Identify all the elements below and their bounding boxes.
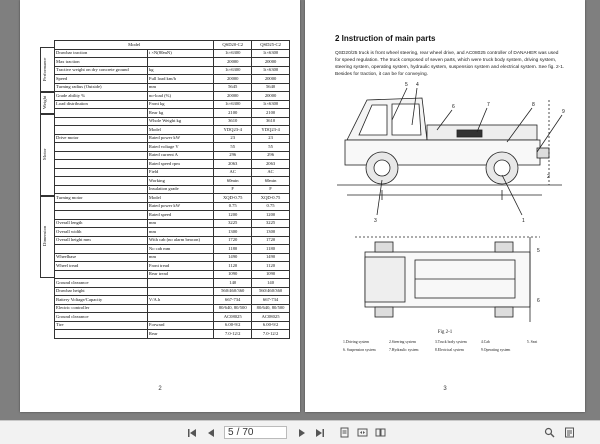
table-row bbox=[55, 321, 290, 330]
table-row bbox=[55, 117, 290, 126]
callout-1: 1 bbox=[522, 218, 525, 224]
legend-item: 7.Hydraulic system bbox=[388, 348, 419, 352]
row-label: Overall length bbox=[55, 219, 148, 228]
row-label: Load distribution bbox=[55, 100, 148, 109]
row-sublabel: mm bbox=[147, 253, 213, 262]
row-value-1: 80/640, 80/500 bbox=[214, 304, 252, 313]
row-sublabel: Rear tread bbox=[147, 270, 213, 279]
row-sublabel: mm bbox=[147, 83, 213, 92]
row-value-1: AC08025 bbox=[214, 313, 252, 322]
table-row bbox=[55, 126, 290, 135]
row-sublabel: V/A.h bbox=[147, 296, 213, 305]
row-value-2: 1t×6300 bbox=[252, 66, 290, 75]
table-row bbox=[55, 66, 290, 75]
table-row bbox=[55, 49, 290, 58]
row-sublabel: Rear bbox=[147, 330, 213, 339]
row-value-2: 1300 bbox=[252, 228, 290, 237]
row-label: Grade ability % bbox=[55, 92, 148, 101]
table-row bbox=[55, 270, 290, 279]
row-value-2: 7.0-12/2 bbox=[252, 330, 290, 339]
row-sublabel: No cab mm bbox=[147, 245, 213, 254]
table-row bbox=[55, 202, 290, 211]
legend-item: 3.Truck body system bbox=[434, 340, 467, 344]
table-row bbox=[55, 194, 290, 203]
row-value-2: 20000 bbox=[252, 92, 290, 101]
left-page bbox=[20, 0, 300, 412]
row-value-2: 0.75 bbox=[252, 202, 290, 211]
row-value-1: 560/460/360 bbox=[214, 287, 252, 296]
row-value-1: 20000 bbox=[214, 75, 252, 84]
total-pages-value: 70 bbox=[242, 427, 254, 438]
table-row bbox=[55, 279, 290, 288]
row-value-2: 140 bbox=[252, 279, 290, 288]
table-row bbox=[55, 100, 290, 109]
table-row bbox=[55, 134, 290, 143]
row-label bbox=[55, 117, 148, 126]
row-label bbox=[55, 211, 148, 220]
row-label bbox=[55, 202, 148, 211]
row-label: Ground clearance bbox=[55, 279, 148, 288]
row-sublabel: mm bbox=[147, 228, 213, 237]
intro-paragraph: QSD20/25 truck is front wheel steering, rear wheel drive, and AC08025 controller of DANAHER was used for speed regulation. The truck composed of seven parts, which were truck body system, driving system, steering system, operating system, hydraulic system, suspension system and electrical system. See fig. 2-1. Besides for traction, it can be for conveying. bbox=[335, 51, 565, 77]
row-sublabel: t ×N(80mN) bbox=[147, 49, 213, 58]
fit-width-button[interactable] bbox=[355, 425, 369, 440]
row-sublabel: Rated power kW bbox=[147, 134, 213, 143]
row-value-1: 3225 bbox=[214, 219, 252, 228]
table-row bbox=[55, 109, 290, 118]
row-sublabel bbox=[147, 304, 213, 313]
figure-caption: Fig 2-1 bbox=[437, 330, 453, 335]
last-page-button[interactable] bbox=[313, 425, 327, 440]
row-value-2: 60min bbox=[252, 177, 290, 186]
row-sublabel: Front tread bbox=[147, 262, 213, 271]
zoom-button[interactable] bbox=[542, 425, 556, 440]
group-label-performance: Performance bbox=[42, 57, 47, 81]
callout-9: 9 bbox=[562, 109, 565, 115]
row-label bbox=[55, 126, 148, 135]
row-sublabel: Whole Weight kg bbox=[147, 117, 213, 126]
header-model-2: QSD25-C2 bbox=[252, 41, 290, 50]
fit-page-icon bbox=[339, 427, 350, 438]
row-label: Tractive weight on dry concrete ground bbox=[55, 66, 148, 75]
row-value-2: AC bbox=[252, 168, 290, 177]
viewer-toolbar bbox=[0, 420, 600, 444]
row-sublabel: Working bbox=[147, 177, 213, 186]
row-label: Drawbar traction bbox=[55, 49, 148, 58]
callout-6: 6 bbox=[452, 104, 455, 110]
table-row bbox=[55, 330, 290, 339]
legend-item: 8.Electrical system bbox=[434, 348, 464, 352]
truck-top-view-drawing bbox=[355, 232, 545, 327]
row-label: Speed bbox=[55, 75, 148, 84]
row-label bbox=[55, 109, 148, 118]
row-value-2: 1720 bbox=[252, 236, 290, 245]
row-value-1: 1180 bbox=[214, 245, 252, 254]
first-page-button[interactable] bbox=[185, 425, 199, 440]
row-value-2: 5640 bbox=[252, 83, 290, 92]
row-value-1: 667-734 bbox=[214, 296, 252, 305]
table-row bbox=[55, 313, 290, 322]
row-label bbox=[55, 177, 148, 186]
table-row bbox=[55, 177, 290, 186]
row-value-1: 7.0-12/2 bbox=[214, 330, 252, 339]
row-sublabel: With cab (no alarm beacon) bbox=[147, 236, 213, 245]
row-sublabel: Rated speed rpm bbox=[147, 160, 213, 169]
row-value-2: XQD-0.75 bbox=[252, 194, 290, 203]
row-label: Electric controller bbox=[55, 304, 148, 313]
row-value-1: 1490 bbox=[214, 253, 252, 262]
right-page bbox=[305, 0, 585, 412]
row-value-2: 20000 bbox=[252, 75, 290, 84]
group-label-motor: Motor bbox=[42, 148, 47, 160]
bookmark-button[interactable] bbox=[562, 425, 576, 440]
header-model: Model bbox=[55, 41, 214, 50]
row-label: Battery Voltage/Capacity bbox=[55, 296, 148, 305]
row-value-1: 1090 bbox=[214, 270, 252, 279]
row-value-2: 3225 bbox=[252, 219, 290, 228]
table-row bbox=[55, 262, 290, 271]
row-value-1: 23 bbox=[214, 134, 252, 143]
row-label bbox=[55, 143, 148, 152]
callout-3: 3 bbox=[374, 218, 377, 224]
row-value-2: 20000 bbox=[252, 58, 290, 67]
group-label-dimension: Dimension bbox=[42, 225, 47, 247]
row-value-2: 2063 bbox=[252, 160, 290, 169]
row-label: Drawbar height bbox=[55, 287, 148, 296]
legend-item: 2.Steering system bbox=[388, 340, 416, 344]
page-number-input[interactable] bbox=[224, 426, 287, 439]
row-sublabel: Rated voltage V bbox=[147, 143, 213, 152]
row-sublabel: mm bbox=[147, 219, 213, 228]
row-value-1: 6.00-9/2 bbox=[214, 321, 252, 330]
callout-5-top: 5 bbox=[537, 248, 540, 254]
legend-item: 5. Seat bbox=[526, 340, 538, 344]
group-label-weight: Weight bbox=[42, 95, 47, 109]
table-row bbox=[55, 143, 290, 152]
row-value-2: 1180 bbox=[252, 245, 290, 254]
table-row bbox=[55, 75, 290, 84]
row-value-1: 20000 bbox=[214, 92, 252, 101]
row-sublabel bbox=[147, 287, 213, 296]
row-value-2: 1t×6300 bbox=[252, 100, 290, 109]
table-row bbox=[55, 83, 290, 92]
figure-legend bbox=[343, 340, 573, 356]
page-separator: / bbox=[236, 427, 240, 438]
row-value-2: 1120 bbox=[252, 262, 290, 271]
page-number-left: 2 bbox=[158, 386, 162, 392]
table-row bbox=[55, 287, 290, 296]
callout-5: 5 bbox=[405, 82, 408, 88]
row-sublabel: Rated power kW bbox=[147, 202, 213, 211]
row-value-1: AC bbox=[214, 168, 252, 177]
table-row bbox=[55, 58, 290, 67]
row-sublabel: kg bbox=[147, 66, 213, 75]
row-label bbox=[55, 185, 148, 194]
row-label bbox=[55, 245, 148, 254]
row-label: Wheelbase bbox=[55, 253, 148, 262]
table-row bbox=[55, 211, 290, 220]
row-sublabel: Rated current A bbox=[147, 151, 213, 160]
row-value-2: 55 bbox=[252, 143, 290, 152]
row-value-2: F bbox=[252, 185, 290, 194]
row-sublabel: Insulation grade bbox=[147, 185, 213, 194]
callout-8: 8 bbox=[532, 102, 535, 108]
row-label: Wheel tread bbox=[55, 262, 148, 271]
zoom-icon bbox=[544, 427, 555, 438]
table-row bbox=[55, 151, 290, 160]
row-value-1: 1t×6300 bbox=[214, 100, 252, 109]
row-label: Max traction bbox=[55, 58, 148, 67]
row-value-1: 1300 bbox=[214, 228, 252, 237]
row-sublabel: Field bbox=[147, 168, 213, 177]
table-row bbox=[55, 236, 290, 245]
row-value-2: 560/460/360 bbox=[252, 287, 290, 296]
table-row bbox=[55, 253, 290, 262]
row-value-1: 2100 bbox=[214, 109, 252, 118]
row-value-1: 2063 bbox=[214, 160, 252, 169]
page-number-right: 3 bbox=[443, 386, 447, 392]
row-value-1: 5645 bbox=[214, 83, 252, 92]
table-row bbox=[55, 304, 290, 313]
row-label bbox=[55, 160, 148, 169]
row-value-1: 3610 bbox=[214, 117, 252, 126]
row-sublabel: Rear kg bbox=[147, 109, 213, 118]
bookmark-icon bbox=[564, 427, 575, 438]
row-value-1: YDQ23-4 bbox=[214, 126, 252, 135]
last-page-icon bbox=[315, 428, 325, 438]
row-value-1: 1120 bbox=[214, 262, 252, 271]
row-sublabel: Model bbox=[147, 126, 213, 135]
row-value-2: 1200 bbox=[252, 211, 290, 220]
row-value-2: 296 bbox=[252, 151, 290, 160]
row-value-2: 23 bbox=[252, 134, 290, 143]
row-value-1: 296 bbox=[214, 151, 252, 160]
table-header-row bbox=[55, 41, 290, 50]
row-value-1: 55 bbox=[214, 143, 252, 152]
prev-page-button[interactable] bbox=[204, 425, 218, 440]
row-value-2: 1t×6300 bbox=[252, 49, 290, 58]
row-sublabel: Rated speed bbox=[147, 211, 213, 220]
row-label: Tire bbox=[55, 321, 148, 330]
table-row bbox=[55, 92, 290, 101]
fit-width-icon bbox=[357, 427, 368, 438]
row-value-1: 1200 bbox=[214, 211, 252, 220]
row-value-1: 60min bbox=[214, 177, 252, 186]
truck-side-view-drawing bbox=[337, 80, 567, 230]
two-page-icon bbox=[375, 427, 386, 438]
row-value-2: 80/640, 80/500 bbox=[252, 304, 290, 313]
row-value-2: 1090 bbox=[252, 270, 290, 279]
two-page-button[interactable] bbox=[373, 425, 387, 440]
legend-item: 4.Cab bbox=[480, 340, 490, 344]
next-page-icon bbox=[297, 428, 307, 438]
row-value-1: 20000 bbox=[214, 58, 252, 67]
row-label bbox=[55, 151, 148, 160]
callout-6-top: 6 bbox=[537, 298, 540, 304]
row-label: Drive motor bbox=[55, 134, 148, 143]
row-sublabel bbox=[147, 313, 213, 322]
row-value-2: 2100 bbox=[252, 109, 290, 118]
table-row bbox=[55, 160, 290, 169]
table-row bbox=[55, 168, 290, 177]
row-sublabel: Model bbox=[147, 194, 213, 203]
row-sublabel bbox=[147, 58, 213, 67]
row-value-2: AC08025 bbox=[252, 313, 290, 322]
spec-table bbox=[54, 40, 290, 339]
table-row bbox=[55, 228, 290, 237]
table-row bbox=[55, 296, 290, 305]
row-sublabel: Forward bbox=[147, 321, 213, 330]
row-value-1: 140 bbox=[214, 279, 252, 288]
next-page-button[interactable] bbox=[295, 425, 309, 440]
fit-page-button[interactable] bbox=[337, 425, 351, 440]
row-sublabel bbox=[147, 279, 213, 288]
row-label: Turning radius (Outside) bbox=[55, 83, 148, 92]
prev-page-icon bbox=[206, 428, 216, 438]
row-value-1: 1720 bbox=[214, 236, 252, 245]
section-title: 2 Instruction of main parts bbox=[335, 34, 436, 43]
header-model-1: QSD20-C2 bbox=[214, 41, 252, 50]
row-value-2: 1490 bbox=[252, 253, 290, 262]
row-label bbox=[55, 168, 148, 177]
row-label bbox=[55, 270, 148, 279]
legend-item: 1.Driving system bbox=[343, 340, 370, 344]
row-sublabel: Front kg bbox=[147, 100, 213, 109]
row-value-2: 3610 bbox=[252, 117, 290, 126]
callout-7: 7 bbox=[487, 102, 490, 108]
row-value-2: 6.00-9/2 bbox=[252, 321, 290, 330]
row-value-1: XQD-0.75 bbox=[214, 194, 252, 203]
row-label: Ground clearance bbox=[55, 313, 148, 322]
table-row bbox=[55, 245, 290, 254]
first-page-icon bbox=[187, 428, 197, 438]
row-value-2: YDQ23-4 bbox=[252, 126, 290, 135]
row-label: Overall height mm bbox=[55, 236, 148, 245]
table-row bbox=[55, 219, 290, 228]
row-label: Overall width bbox=[55, 228, 148, 237]
row-label: Turning motor bbox=[55, 194, 148, 203]
callout-4: 4 bbox=[416, 82, 419, 88]
row-sublabel: Full load km/h bbox=[147, 75, 213, 84]
row-value-1: 1t×6300 bbox=[214, 49, 252, 58]
legend-item: 9.Operating system bbox=[480, 348, 511, 352]
row-value-1: F bbox=[214, 185, 252, 194]
row-value-1: 0.75 bbox=[214, 202, 252, 211]
legend-item: 6. Suspension system bbox=[343, 348, 376, 352]
table-row bbox=[55, 185, 290, 194]
row-label bbox=[55, 330, 148, 339]
current-page-value: 5 bbox=[228, 427, 234, 438]
row-value-1: 1t×6300 bbox=[214, 66, 252, 75]
row-sublabel: no-load (%) bbox=[147, 92, 213, 101]
row-value-2: 667-734 bbox=[252, 296, 290, 305]
callout-2: 2 bbox=[547, 174, 550, 180]
